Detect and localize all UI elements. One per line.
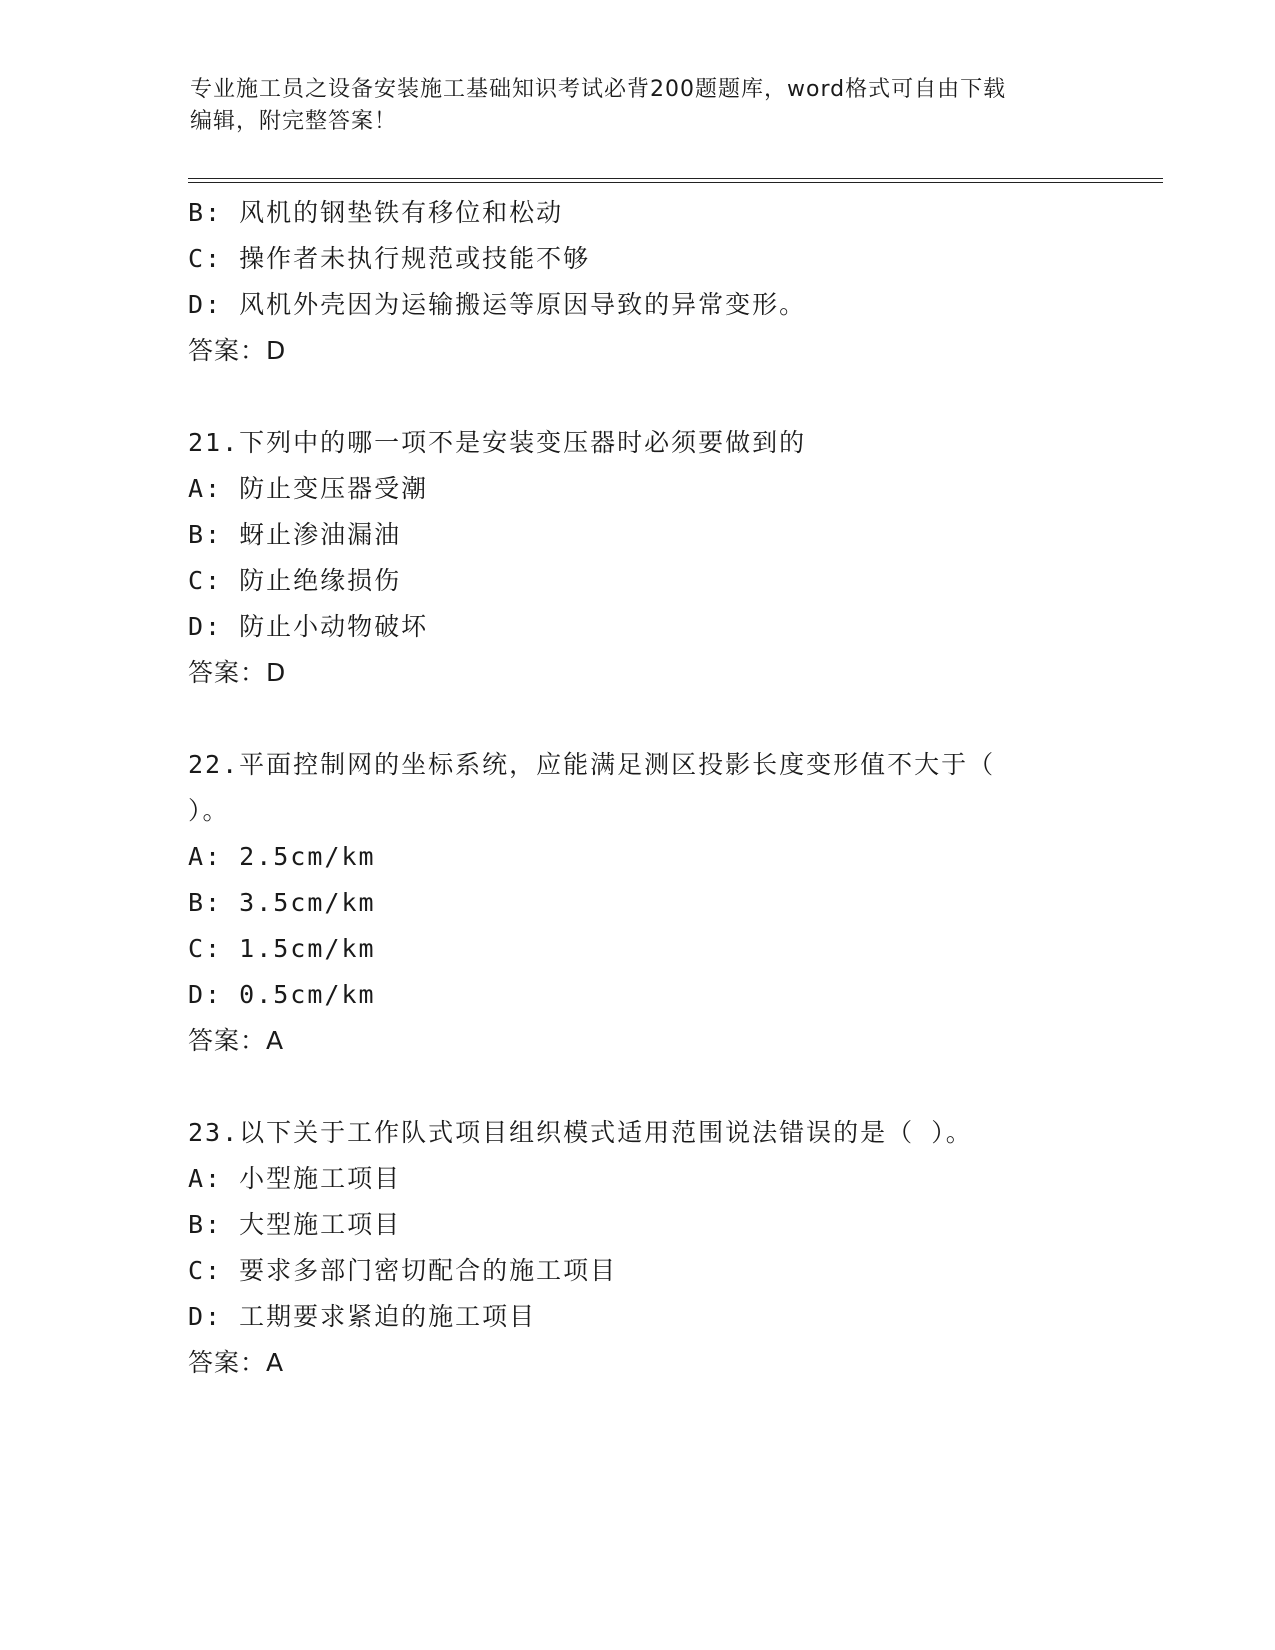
option-a: A: 小型施工项目 [188,1164,402,1193]
spacer [188,374,1118,420]
option-b: B: 3.5cm/km [188,888,376,917]
spacer [188,1064,1118,1110]
question-list [188,190,1118,1386]
spacer [188,696,1118,742]
option-b: B: 风机的钢垫铁有移位和松动 [188,198,564,227]
question-text-continued: ）。 [188,796,230,825]
question-text: 23.以下关于工作队式项目组织模式适用范围说法错误的是（ ）。 [188,1118,973,1147]
option-d: D: 工期要求紧迫的施工项目 [188,1302,537,1331]
option-c: C: 1.5cm/km [188,934,376,963]
question-text: 21.下列中的哪一项不是安装变压器时必须要做到的 [188,428,807,457]
option-c: C: 要求多部门密切配合的施工项目 [188,1256,618,1285]
option-c: C: 防止绝缘损伤 [188,566,402,595]
answer-line: 答案：D [188,336,287,365]
answer-line: 答案：A [188,1348,285,1377]
header-double-rule [188,178,1163,183]
question-20-continued [188,190,1118,374]
header-title-line-2: 编辑，附完整答案！ [190,109,398,134]
option-d: D: 防止小动物破坏 [188,612,429,641]
header-title-line-1: 专业施工员之设备安装施工基础知识考试必背200题题库，word格式可自由下载 [190,77,1007,102]
option-c: C: 操作者未执行规范或技能不够 [188,244,591,273]
question-23 [188,1110,1118,1386]
option-d: D: 风机外壳因为运输搬运等原因导致的异常变形。 [188,290,807,319]
option-b: B: 蚜止渗油漏油 [188,520,402,549]
answer-line: 答案：A [188,1026,285,1055]
option-a: A: 防止变压器受潮 [188,474,429,503]
document-header [190,74,1090,138]
option-b: B: 大型施工项目 [188,1210,402,1239]
option-a: A: 2.5cm/km [188,842,376,871]
question-text: 22.平面控制网的坐标系统，应能满足测区投影长度变形值不大于（ [188,750,996,779]
option-d: D: 0.5cm/km [188,980,376,1009]
answer-line: 答案：D [188,658,287,687]
question-21 [188,420,1118,696]
question-22 [188,742,1118,1064]
